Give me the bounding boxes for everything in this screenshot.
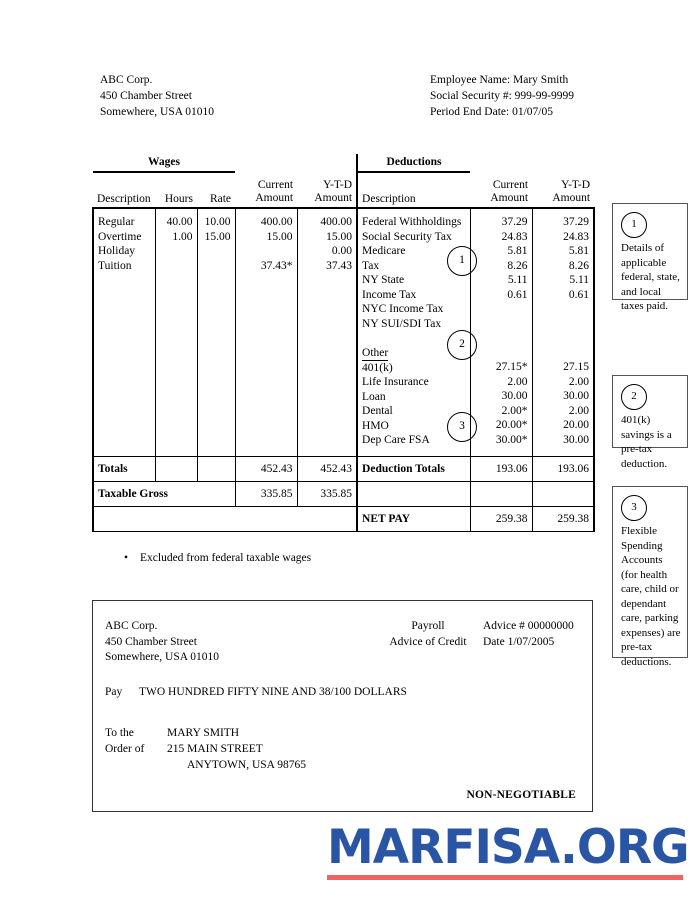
check-header [105,619,583,666]
deduction-row-description: Medicare [362,245,406,257]
deduction-row-current: 5.81 [507,245,528,257]
deduction-row-description: Social Security Tax [362,230,452,243]
callout-marker-1: 1 [447,246,477,276]
wage-row-hours: 1.00 [172,230,193,243]
other-deduction-ytd: 2.00 [568,404,590,417]
wage-row-hours: 40.00 [166,216,193,228]
deduction-row-ytd [537,317,590,332]
wages-totals-rate [197,456,235,481]
wages-col-ytd-amount [297,172,357,208]
wages-hours-cell [155,208,197,456]
deduction-row-ytd: 5.81 [568,245,590,257]
non-negotiable-label: NON-NEGOTIABLE [466,789,576,801]
other-deduction-description: HMO [362,419,389,432]
deduction-row-current: 0.61 [507,288,528,301]
callout-marker-3: 3 [447,412,477,442]
check-order-label-line1: To the [105,727,134,739]
check-payee-name: MARY SMITH [167,727,240,739]
other-deduction-current: 20.00* [495,419,528,431]
taxable-gross-row [93,481,594,506]
wage-row-rate [202,244,231,259]
other-deduction-ytd: 27.15 [563,361,590,373]
deduction-row-ytd: 0.61 [568,288,590,301]
net-pay-label: NET PAY [357,506,470,531]
deduction-row-current [475,317,528,332]
wages-rate-cell [197,208,235,456]
other-deduction-ytd: 20.00 [563,419,590,431]
wages-col-ytd-top: Y-T-D [323,179,353,191]
wage-row-hours [160,244,193,259]
wage-row-current: 37.43* [260,259,293,272]
table-body-row [93,208,594,456]
wage-row-ytd: 37.43 [326,259,353,272]
annotation-note-3 [612,486,688,668]
wages-current-list [240,215,293,273]
row-spacer [537,331,590,346]
check-order-label-line2: Order of [105,743,145,755]
annotation-note-2 [612,375,688,470]
deduction-row-ytd: 8.26 [568,259,590,272]
check-order-label [105,725,167,773]
net-pay-current: 259.38 [470,506,532,531]
deduction-row-description: Federal Withholdings [362,216,462,228]
employee-ssn: Social Security #: 999-99-9999 [430,90,575,102]
deduction-totals-ytd: 193.06 [532,456,594,481]
check-employer-name: ABC Corp. [105,620,158,632]
check-advice-date: Date 1/07/2005 [483,635,555,648]
deductions-col-ytd-bottom: Amount [552,192,591,204]
deduction-row-description: NYC Income Tax [362,303,444,315]
check-amount-words: TWO HUNDRED FIFTY NINE AND 38/100 DOLLARS [139,686,407,698]
check-pay-label: Pay [105,686,123,698]
wage-row-rate: 15.00 [204,230,231,243]
check-payroll-label: Payroll [411,620,445,632]
wages-ytd-cell [297,208,357,456]
wage-row-description: Tuition [98,259,132,272]
taxable-gross-label: Taxable Gross [93,481,235,506]
wage-row-ytd: 15.00 [326,230,353,243]
deduction-row-description: Income Tax [362,288,417,301]
other-deduction-current: 2.00* [501,404,528,417]
wage-row-ytd: 0.00 [331,245,353,257]
earnings-deductions-table [92,154,595,532]
asterisk-footnote [124,550,312,566]
net-pay-ytd: 259.38 [532,506,594,531]
row-spacer [475,346,528,361]
deductions-col-current-amount [470,172,532,208]
other-deduction-current: 27.15* [495,361,528,373]
other-deduction-current: 2.00 [507,375,528,388]
wages-rate-list [202,215,231,273]
callout-marker-2: 2 [447,330,477,360]
deduction-row-ytd: 37.29 [563,216,590,228]
taxable-gross-blank-ytd [532,481,594,506]
deduction-totals-current: 193.06 [470,456,532,481]
employee-name: Employee Name: Mary Smith [430,74,569,86]
deductions-ytd-list [537,215,590,447]
wages-band-filler [235,154,357,172]
taxable-gross-ytd: 335.85 [297,481,357,506]
annotation-number-1: 1 [621,212,647,238]
other-deduction-ytd: 30.00 [563,433,590,446]
net-pay-left-blank [93,506,357,531]
wages-description-list [98,215,151,273]
deductions-current-cell [470,208,532,456]
other-deduction-current: 30.00* [495,433,528,446]
deductions-ytd-cell [532,208,594,456]
other-deduction-ytd: 2.00 [568,375,590,388]
check-advice-info [483,619,583,666]
wages-totals-current: 452.43 [235,456,297,481]
deduction-totals-label: Deduction Totals [357,456,470,481]
check-advice-number: Advice # 00000000 [483,620,574,632]
watermark [327,820,689,880]
deduction-row-ytd [537,302,590,317]
deductions-col-current-bottom: Amount [490,192,529,204]
deductions-band-filler [470,154,594,172]
deduction-row-current: 5.11 [507,274,528,286]
wage-row-current: 15.00 [266,230,293,243]
wages-hours-list [160,215,193,273]
deduction-row-current: 37.29 [501,216,528,228]
employer-street: 450 Chamber Street [100,90,192,102]
taxable-gross-deduction-blank [357,481,470,506]
other-deduction-current: 30.00 [501,390,528,402]
check-payee-city: ANYTOWN, USA 98765 [187,759,306,771]
wages-col-rate: Rate [197,172,235,208]
deduction-row-description: Tax [362,259,380,272]
wages-col-ytd-bottom: Amount [314,192,353,204]
wages-band-label: Wages [93,154,235,172]
section-band-row [93,154,594,172]
deduction-row-description: NY SUI/SDI Tax [362,317,442,330]
check-pay-line [105,686,407,698]
wage-row-current [240,244,293,259]
row-spacer [475,331,528,346]
deduction-row-current [475,302,528,317]
wage-row-description: Regular [98,216,135,228]
deductions-band-label: Deductions [357,154,470,172]
other-deduction-description: 401(k) [362,361,393,374]
taxable-gross-blank-current [470,481,532,506]
wage-row-description: Holiday [98,245,136,257]
footnote-bullet-icon: • [124,552,129,564]
annotation-number-2: 2 [621,384,647,410]
watermark-underline-bar [327,875,683,880]
other-deduction-description: Dental [362,405,393,417]
employer-city-state-zip: Somewhere, USA 01010 [100,106,215,118]
deduction-row-current: 8.26 [507,259,528,272]
footnote-text: Excluded from federal taxable wages [140,552,312,564]
watermark-text: MARFISA.ORG [327,820,689,875]
statement-header [100,72,600,120]
period-end-date: Period End Date: 01/07/05 [430,106,553,118]
row-spacer [537,346,590,361]
check-payee-street: 215 MAIN STREET [167,743,263,755]
deduction-row-current: 24.83 [501,230,528,243]
wage-row-ytd: 400.00 [320,216,353,228]
wages-current-cell [235,208,297,456]
column-header-row [93,172,594,208]
wage-row-rate [202,259,231,274]
check-employer-street: 450 Chamber Street [105,635,197,648]
annotation-text-2: 401(k) savings is a pre-tax deduction. [621,414,672,470]
deductions-col-description: Description [357,172,470,208]
wages-col-description: Description [93,172,155,208]
deductions-col-ytd-top: Y-T-D [561,179,591,191]
deduction-row-description: NY State [362,274,405,286]
other-deduction-ytd: 30.00 [563,390,590,402]
annotation-text-1: Details of applicable federal, state, and local taxes paid. [621,242,680,312]
annotation-number-3: 3 [621,495,647,521]
wages-col-current-amount [235,172,297,208]
other-deduction-description: Life Insurance [362,376,429,388]
employer-block [100,72,430,120]
check-payee-address [167,725,306,773]
employer-name: ABC Corp. [100,74,153,86]
deduction-row-ytd: 5.11 [569,274,590,286]
other-deduction-description: Loan [362,390,386,403]
deduction-row-ytd: 24.83 [563,230,590,243]
wages-description-cell [93,208,155,456]
check-advice-of-credit-label: Advice of Credit [389,635,467,648]
wages-totals-hours [155,456,197,481]
net-pay-row [93,506,594,531]
wage-row-description: Overtime [98,230,142,243]
wage-row-current: 400.00 [260,216,293,228]
other-deduction-description: Dep Care FSA [362,434,430,446]
check-employer-address [105,619,373,666]
totals-row [93,456,594,481]
check-type-labels [373,619,483,666]
wages-totals-label: Totals [93,456,155,481]
wages-totals-ytd: 452.43 [297,456,357,481]
taxable-gross-current: 335.85 [235,481,297,506]
wage-row-rate: 10.00 [204,216,231,228]
deductions-current-list [475,215,528,447]
wages-col-hours: Hours [155,172,197,208]
wages-ytd-list [302,215,353,273]
deductions-col-ytd-amount [532,172,594,208]
annotation-note-1 [612,203,688,312]
wages-col-current-bottom: Amount [255,192,294,204]
payment-advice-check [92,600,593,812]
check-payee-block [105,725,306,773]
check-employer-city: Somewhere, USA 01010 [105,651,220,663]
wage-row-hours [160,259,193,274]
deductions-col-current-top: Current [492,179,529,191]
other-deductions-heading-text: Other [362,346,389,359]
employee-block [430,72,600,120]
annotation-text-3: Flexible Spending Accounts (for health care, child or dependant care, parking expenses) are pre-tax deductions. [621,525,681,668]
wages-col-current-top: Current [257,179,294,191]
